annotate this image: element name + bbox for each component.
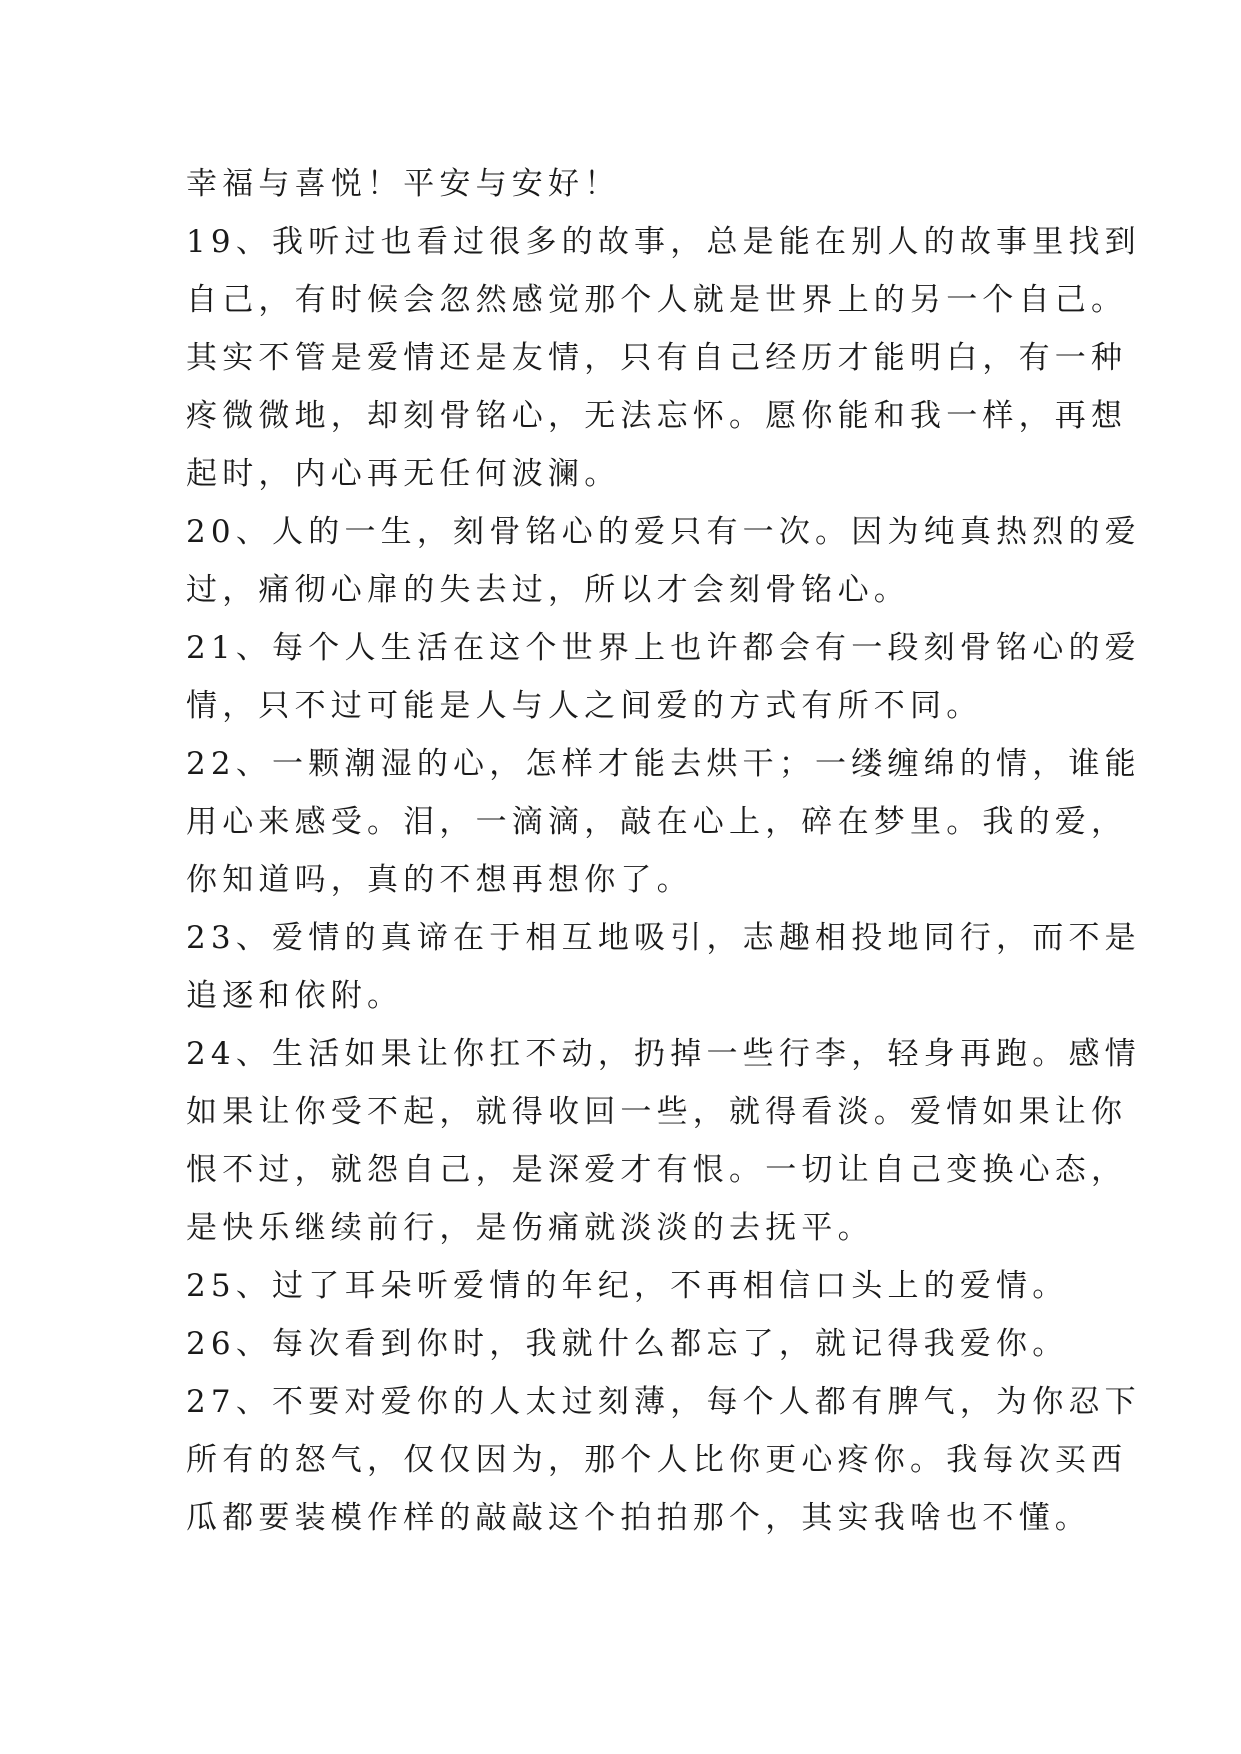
text-line: 21、每个人生活在这个世界上也许都会有一段刻骨铭心的爱 <box>186 630 1141 666</box>
text-line: 25、过了耳朵听爱情的年纪，不再相信口头上的爱情。 <box>186 1268 1069 1304</box>
text-line: 27、不要对爱你的人太过刻薄，每个人都有脾气，为你忍下 <box>186 1384 1141 1420</box>
text-line: 幸福与喜悦！平安与安好！ <box>186 166 621 202</box>
text-line: 自己，有时候会忽然感觉那个人就是世界上的另一个自己。 <box>186 282 1128 318</box>
text-line: 22、一颗潮湿的心，怎样才能去烘干；一缕缠绵的情，谁能 <box>186 746 1141 782</box>
text-line: 20、人的一生，刻骨铭心的爱只有一次。因为纯真热烈的爱 <box>186 514 1141 550</box>
text-line: 疼微微地，却刻骨铭心，无法忘怀。愿你能和我一样，再想 <box>186 398 1128 434</box>
text-line: 是快乐继续前行，是伤痛就淡淡的去抚平。 <box>186 1210 874 1246</box>
text-line: 追逐和依附。 <box>186 978 404 1014</box>
text-line: 过，痛彻心扉的失去过，所以才会刻骨铭心。 <box>186 572 910 608</box>
text-line: 23、爱情的真谛在于相互地吸引，志趣相投地同行，而不是 <box>186 920 1141 956</box>
text-line: 24、生活如果让你扛不动，扔掉一些行李，轻身再跑。感情 <box>186 1036 1141 1072</box>
text-line: 用心来感受。泪，一滴滴，敲在心上，碎在梦里。我的爱， <box>186 804 1128 840</box>
text-line: 19、我听过也看过很多的故事，总是能在别人的故事里找到 <box>186 224 1141 260</box>
text-line: 起时，内心再无任何波澜。 <box>186 456 621 492</box>
text-line: 所有的怒气，仅仅因为，那个人比你更心疼你。我每次买西 <box>186 1442 1128 1478</box>
text-line: 你知道吗，真的不想再想你了。 <box>186 862 693 898</box>
text-line: 恨不过，就怨自己，是深爱才有恨。一切让自己变换心态， <box>186 1152 1128 1188</box>
text-line: 其实不管是爱情还是友情，只有自己经历才能明白，有一种 <box>186 340 1128 376</box>
text-line: 瓜都要装模作样的敲敲这个拍拍那个，其实我啥也不懂。 <box>186 1500 1091 1536</box>
text-line: 情，只不过可能是人与人之间爱的方式有所不同。 <box>186 688 983 724</box>
text-line: 如果让你受不起，就得收回一些，就得看淡。爱情如果让你 <box>186 1094 1128 1130</box>
document-body <box>186 155 1141 1547</box>
text-line: 26、每次看到你时，我就什么都忘了，就记得我爱你。 <box>186 1326 1069 1362</box>
